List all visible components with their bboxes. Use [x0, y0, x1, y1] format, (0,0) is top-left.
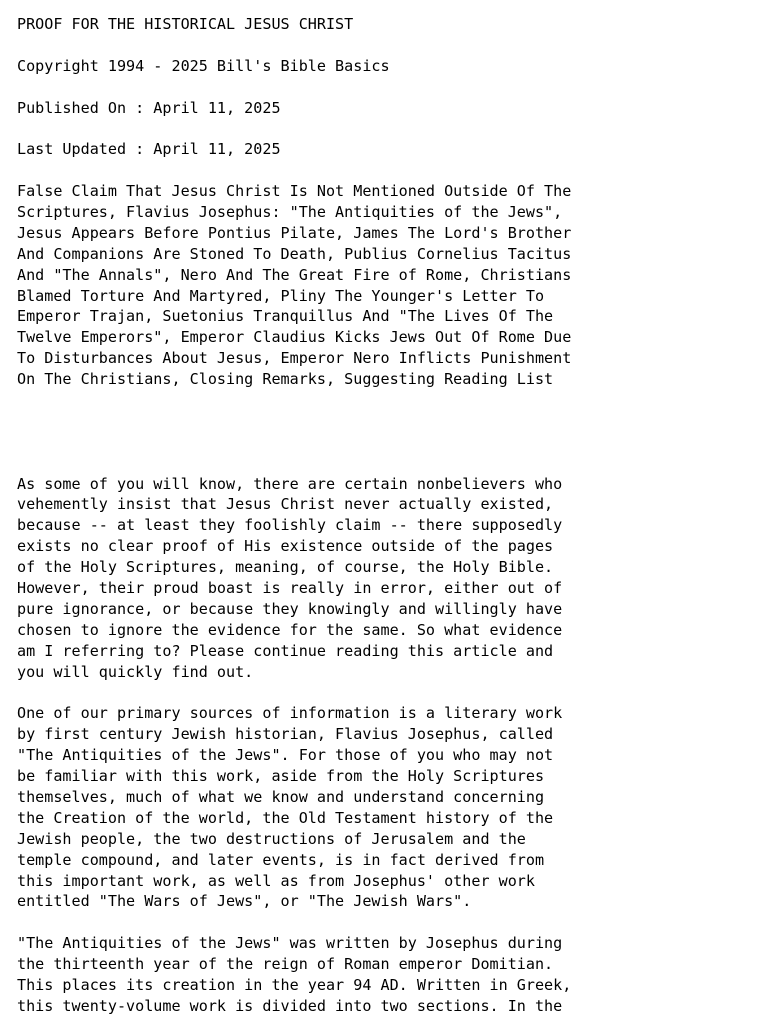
paragraph-line: exists no clear proof of His existence outside of the pages — [17, 537, 554, 556]
paragraph-line: am I referring to? Please continue reading this article and — [17, 641, 554, 660]
paragraph-line: This places its creation in the year 94 AD. Written in Greek, — [17, 975, 572, 994]
paragraph-line: As some of you will know, there are certain nonbelievers who — [17, 474, 563, 493]
paragraph-line: of the Holy Scriptures, meaning, of course, the Holy Bible. — [17, 558, 554, 577]
paragraph-line: entitled "The Wars of Jews", or "The Jewish Wars". — [17, 892, 472, 911]
published-date: Published On : April 11, 2025 — [17, 98, 281, 117]
paragraph-line: the thirteenth year of the reign of Roman emperor Domitian. — [17, 955, 554, 974]
last-updated-date: Last Updated : April 11, 2025 — [17, 140, 281, 159]
paragraph-line: "The Antiquities of the Jews" was written by Josephus during — [17, 934, 563, 953]
paragraph-line: temple compound, and later events, is in fact derived from — [17, 850, 545, 869]
summary-line: Blamed Torture And Martyred, Pliny The Younger's Letter To — [17, 286, 545, 305]
summary-line: Jesus Appears Before Pontius Pilate, James The Lord's Brother — [17, 223, 572, 242]
paragraph-line: be familiar with this work, aside from the Holy Scriptures — [17, 767, 545, 786]
paragraph-line: because -- at least they foolishly claim -- there supposedly — [17, 516, 563, 535]
summary-line: And Companions Are Stoned To Death, Publius Cornelius Tacitus — [17, 244, 572, 263]
summary-line: False Claim That Jesus Christ Is Not Mentioned Outside Of The — [17, 182, 572, 201]
copyright-notice: Copyright 1994 - 2025 Bill's Bible Basics — [17, 56, 390, 75]
paragraph-line: chosen to ignore the evidence for the same. So what evidence — [17, 620, 563, 639]
paragraph-line: vehemently insist that Jesus Christ never actually existed, — [17, 495, 554, 514]
paragraph-line: you will quickly find out. — [17, 662, 254, 681]
paragraph-line: Jewish people, the two destructions of Jerusalem and the — [17, 829, 526, 848]
paragraph-line: by first century Jewish historian, Flavius Josephus, called — [17, 725, 554, 744]
paragraph-line: this important work, as well as from Josephus' other work — [17, 871, 535, 890]
paragraph-line: One of our primary sources of information is a literary work — [17, 704, 563, 723]
summary-line: And "The Annals", Nero And The Great Fire of Rome, Christians — [17, 265, 572, 284]
paragraph-line: "The Antiquities of the Jews". For those of you who may not — [17, 746, 554, 765]
summary-line: On The Christians, Closing Remarks, Suggesting Reading List — [17, 370, 554, 389]
summary-line: Scriptures, Flavius Josephus: "The Antiquities of the Jews", — [17, 203, 563, 222]
summary-line: Twelve Emperors", Emperor Claudius Kicks Jews Out Of Rome Due — [17, 328, 572, 347]
summary-line: To Disturbances About Jesus, Emperor Nero Inflicts Punishment — [17, 349, 572, 368]
paragraph-line: themselves, much of what we know and understand concerning — [17, 787, 545, 806]
paragraph-line: However, their proud boast is really in error, either out of — [17, 579, 563, 598]
paragraph-line: this twenty-volume work is divided into two sections. In the — [17, 996, 563, 1015]
paragraph-line: the Creation of the world, the Old Testament history of the — [17, 808, 554, 827]
document-body — [17, 14, 571, 1017]
page-title: PROOF FOR THE HISTORICAL JESUS CHRIST — [17, 15, 354, 33]
paragraph-line: pure ignorance, or because they knowingly and willingly have — [17, 599, 563, 618]
summary-line: Emperor Trajan, Suetonius Tranquillus And "The Lives Of The — [17, 307, 554, 326]
